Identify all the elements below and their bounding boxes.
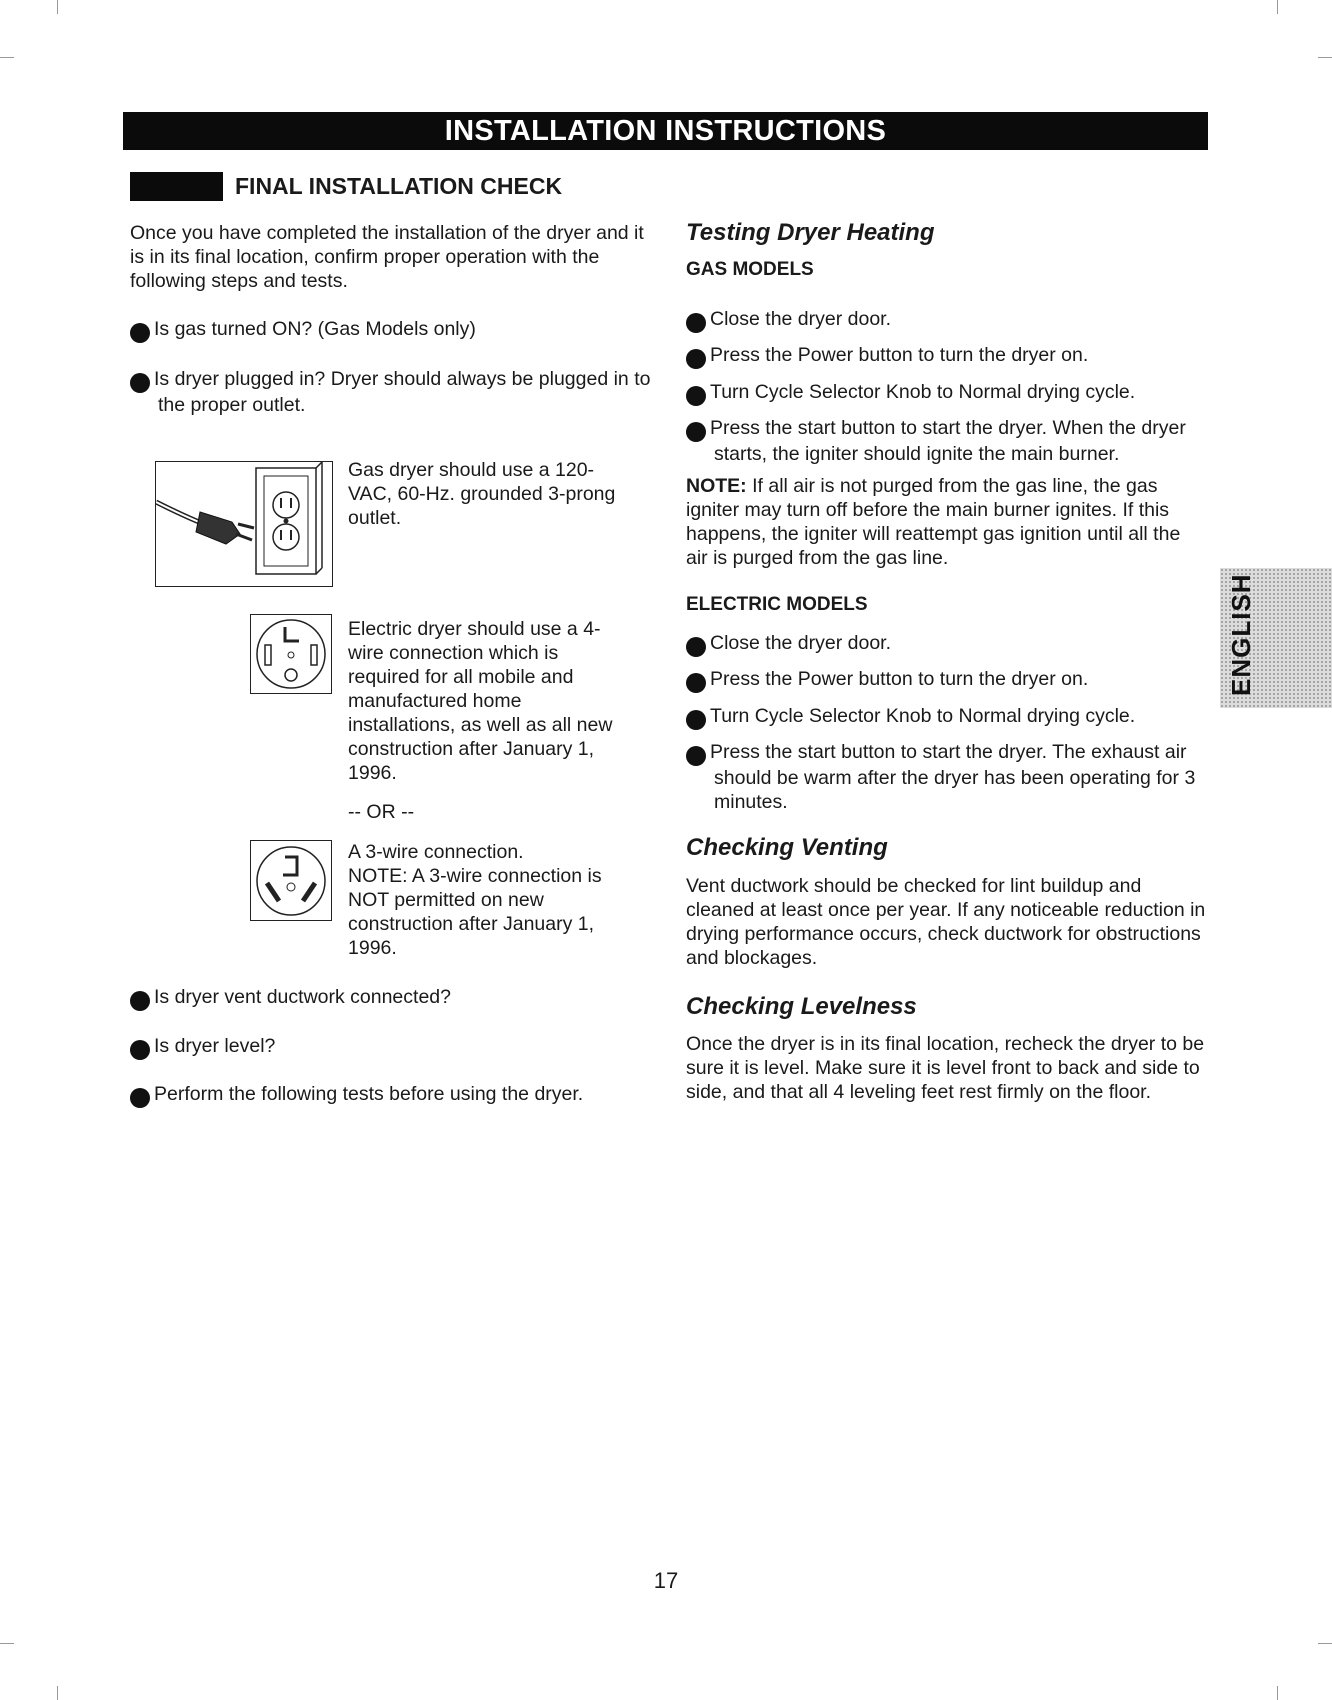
crop-mark <box>57 1686 58 1700</box>
four-wire-outlet-icon <box>251 615 331 693</box>
electric-step-1 <box>678 631 1234 657</box>
or-separator: -- OR -- <box>348 801 415 823</box>
gas-note <box>686 474 1206 570</box>
step-number: 2 <box>686 349 706 369</box>
electric-step-2 <box>678 667 1234 693</box>
step-text: Press the start button to start the dryer. The exhaust air should be warm after the dryer has been operating for 3 minutes. <box>710 741 1196 813</box>
venting-heading: Checking Venting <box>686 834 888 861</box>
three-wire-line1: A 3-wire connection. <box>348 841 524 863</box>
gas-step-1 <box>678 307 1234 333</box>
step-text: Close the dryer door. <box>710 632 892 654</box>
language-tab-label: ENGLISH <box>1226 573 1256 697</box>
step-1 <box>122 317 678 343</box>
step-text: Is dryer level? <box>154 1035 276 1057</box>
four-wire-text: Electric dryer should use a 4-wire connection which is required for all mobile and manufactured home installations, as well as all new construction after January 1, 1996. <box>348 618 613 784</box>
levelness-heading: Checking Levelness <box>686 993 917 1020</box>
three-wire-outlet-icon <box>251 841 331 920</box>
step-number: 1 <box>686 637 706 657</box>
note-label: NOTE: <box>686 475 747 497</box>
section-marker <box>130 172 223 201</box>
step-2 <box>122 367 678 417</box>
electric-step-3 <box>678 704 1234 730</box>
header-banner: INSTALLATION INSTRUCTIONS <box>123 112 1208 150</box>
crop-mark <box>57 0 58 14</box>
step-number: 4 <box>686 422 706 442</box>
gas-step-3 <box>678 380 1234 406</box>
step-number: 4 <box>686 746 706 766</box>
step-text: Is dryer vent ductwork connected? <box>154 986 451 1008</box>
step-text: Is dryer plugged in? Dryer should always be plugged in to the proper outlet. <box>154 368 651 416</box>
step-text: Perform the following tests before using the dryer. <box>154 1083 584 1105</box>
crop-mark <box>1318 1643 1332 1644</box>
step-3 <box>122 985 678 1011</box>
electric-models-heading: ELECTRIC MODELS <box>686 594 868 615</box>
gas-step-4 <box>678 416 1234 466</box>
step-text: Turn Cycle Selector Knob to Normal drying cycle. <box>710 381 1136 403</box>
three-wire-note: NOTE: A 3-wire connection is NOT permitted on new construction after January 1, 1996. <box>348 865 602 959</box>
step-number: 1 <box>686 313 706 333</box>
step-text: Is gas turned ON? (Gas Models only) <box>154 318 476 340</box>
step-text: Press the start button to start the dryer. When the dryer starts, the igniter should ignite the main burner. <box>710 417 1186 465</box>
crop-mark <box>0 57 14 58</box>
step-number: 2 <box>130 373 150 393</box>
step-number: 3 <box>130 991 150 1011</box>
step-number: 5 <box>130 1088 150 1108</box>
crop-mark <box>1277 1686 1278 1700</box>
crop-mark <box>1277 0 1278 14</box>
testing-heading: Testing Dryer Heating <box>686 219 935 246</box>
gas-models-heading: GAS MODELS <box>686 259 814 280</box>
gas-outlet-figure <box>155 461 333 587</box>
step-4 <box>122 1034 678 1060</box>
levelness-text: Once the dryer is in its final location, recheck the dryer to be sure it is level. Make sure it is level front to back and side to side, and that all 4 leveling feet rest firmly on the floor. <box>686 1033 1205 1103</box>
crop-mark <box>1318 57 1332 58</box>
step-text: Press the Power button to turn the dryer on. <box>710 668 1089 690</box>
step-number: 1 <box>130 323 150 343</box>
step-number: 2 <box>686 673 706 693</box>
section-title: FINAL INSTALLATION CHECK <box>235 173 563 199</box>
four-wire-outlet-figure <box>250 614 332 694</box>
step-text: Press the Power button to turn the dryer on. <box>710 344 1089 366</box>
crop-mark <box>0 1643 14 1644</box>
gas-step-2 <box>678 343 1234 369</box>
step-text: Turn Cycle Selector Knob to Normal drying cycle. <box>710 705 1136 727</box>
step-number: 4 <box>130 1040 150 1060</box>
step-number: 3 <box>686 386 706 406</box>
page-number: 17 <box>653 1568 679 1593</box>
intro-text: Once you have completed the installation of the dryer and it is in its final location, confirm proper operation with the following steps and tests. <box>130 222 644 292</box>
plug-outlet-icon <box>156 462 332 586</box>
step-text: Close the dryer door. <box>710 308 892 330</box>
electric-step-4 <box>678 740 1234 814</box>
step-5 <box>122 1082 678 1108</box>
note-text: If all air is not purged from the gas line, the gas igniter may turn off before the main burner ignites. If this happens, the igniter will reattempt gas ignition until all the air is purged from the gas line. <box>686 475 1181 569</box>
three-wire-outlet-figure <box>250 840 332 921</box>
venting-text: Vent ductwork should be checked for lint buildup and cleaned at least once per year. If any noticeable reduction in drying performance occurs, check ductwork for obstructions and blockages. <box>686 875 1206 969</box>
gas-outlet-text: Gas dryer should use a 120-VAC, 60-Hz. grounded 3-prong outlet. <box>348 459 616 529</box>
step-number: 3 <box>686 710 706 730</box>
